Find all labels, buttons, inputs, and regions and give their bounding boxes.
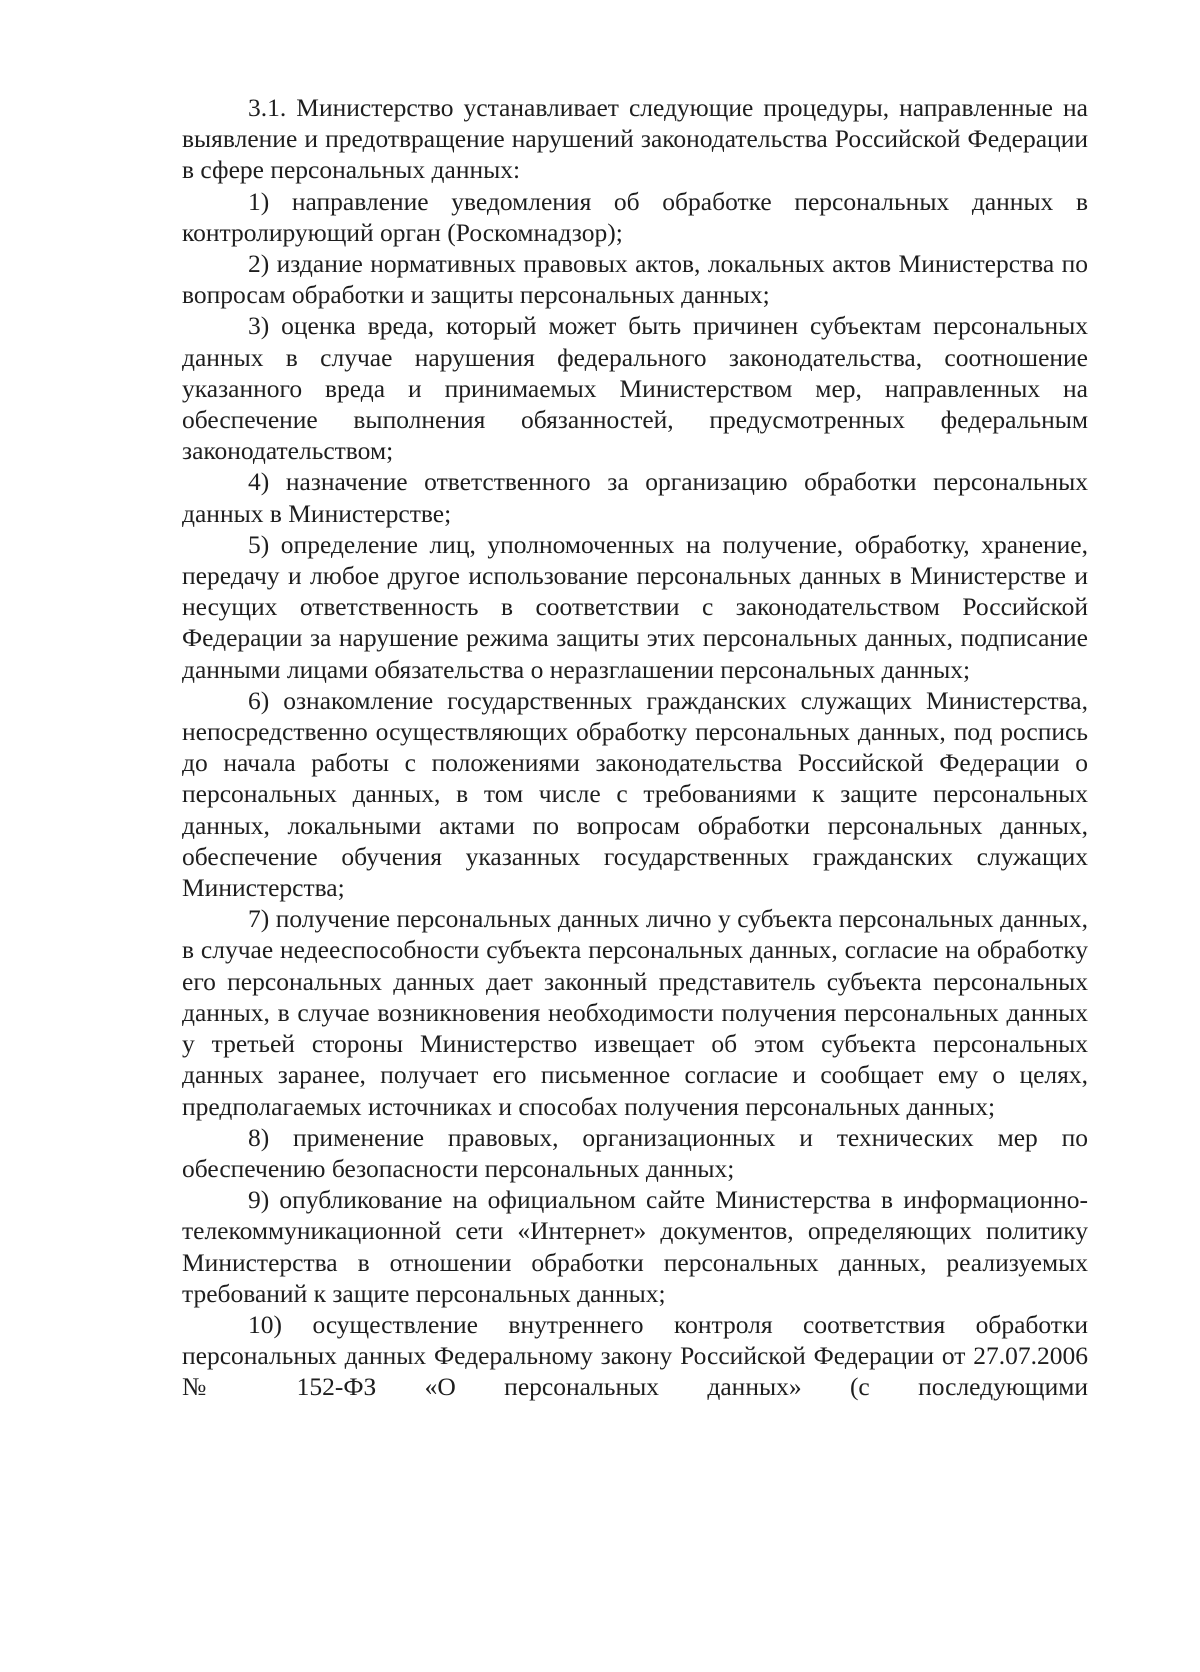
list-item-6: 6) ознакомление государственных гражданских служащих Министерства, непосредственно осуществляющих обработку персональных данных, под роспись до начала работы с положениями законодательства Российской Федерации о персональных данных, в том числе с требованиями к защите персональных данных, локальными актами по вопросам обработки персональных данных, обеспечение обучения указанных государственных гражданских служащих Министерства;: [182, 685, 1088, 903]
list-item-9: 9) опубликование на официальном сайте Министерства в информационно-телекоммуникационной сети «Интернет» документов, определяющих политику Министерства в отношении обработки персональных данных, реализуемых требований к защите персональных данных;: [182, 1185, 1088, 1308]
paragraph-3-1: 3.1. Министерство устанавливает следующие процедуры, направленные на выявление и предотвращение нарушений законодательства Российской Федерации в сфере персональных данных:: [182, 93, 1088, 185]
list-item-3: 3) оценка вреда, который может быть причинен субъектам персональных данных в случае нарушения федерального законодательства, соотношение указанного вреда и принимаемых Министерством мер, направленных на обеспечение выполнения обязанностей, предусмотренных федеральным законодательством;: [182, 311, 1088, 466]
list-item-1: 1) направление уведомления об обработке персональных данных в контролирующий орган (Роскомнадзор);: [182, 186, 1088, 247]
list-item-2: 2) издание нормативных правовых актов, локальных актов Министерства по вопросам обработки и защиты персональных данных;: [182, 249, 1088, 310]
document-body: [182, 92, 1088, 1403]
list-item-8: 8) применение правовых, организационных и технических мер по обеспечению безопасности персональных данных;: [182, 1122, 1088, 1183]
list-item-7: 7) получение персональных данных лично у субъекта персональных данных, в случае недееспособности субъекта персональных данных, согласие на обработку его персональных данных дает законный представитель субъекта персональных данных, в случае возникновения необходимости получения персональных данных у третьей стороны Министерство извещает об этом субъекта персональных данных заранее, получает его письменное согласие и сообщает ему о целях, предполагаемых источниках и способах получения персональных данных;: [182, 904, 1088, 1121]
list-item-10: 10) осуществление внутреннего контроля соответствия обработки персональных данных Федеральному закону Российской Федерации от 27.07.2006 № 152-ФЗ «О персональных данных» (с последующими: [182, 1309, 1088, 1402]
list-item-4: 4) назначение ответственного за организацию обработки персональных данных в Министерстве;: [182, 467, 1088, 528]
list-item-5: 5) определение лиц, уполномоченных на получение, обработку, хранение, передачу и любое другое использование персональных данных в Министерстве и несущих ответственность в соответствии с законодательством Российской Федерации за нарушение режима защиты этих персональных данных, подписание данными лицами обязательства о неразглашении персональных данных;: [182, 529, 1088, 684]
